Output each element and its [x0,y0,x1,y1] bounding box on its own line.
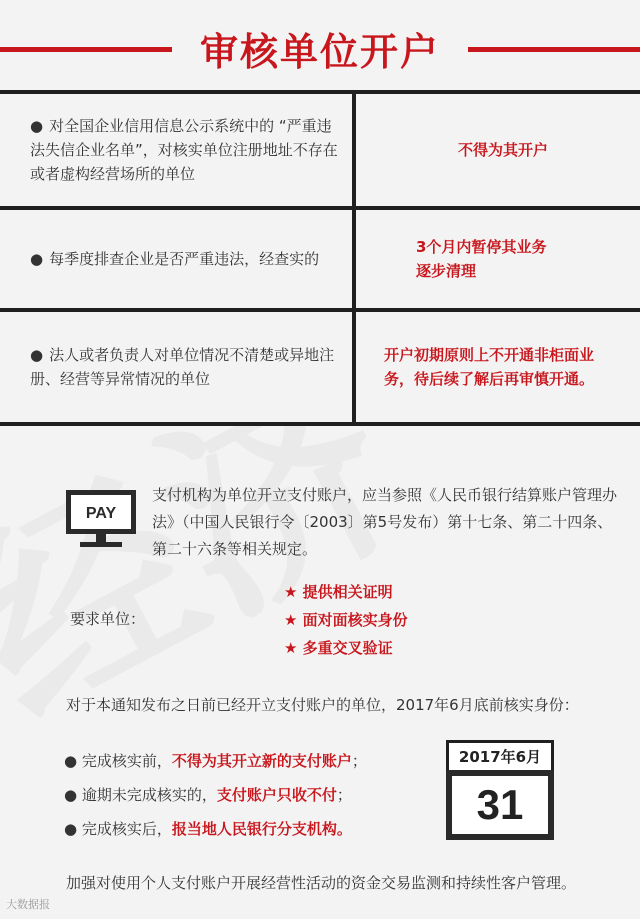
pay-section [0,478,640,558]
list-item [64,778,367,812]
bullet-icon: ● [64,786,82,804]
table-row [0,206,640,308]
action-text: 不得为其开户 [457,141,548,159]
list-item [64,744,367,778]
deadline-notice: 对于本通知发布之日前已经开立支付账户的单位，2017年6月底前核实身份： [66,696,579,714]
verification-list [64,744,367,846]
title-rule-right [468,47,640,52]
item-suffix: ； [351,752,367,770]
action-cell [356,312,640,422]
table-row [0,308,640,426]
calendar-body [446,770,554,840]
condition-cell [0,210,356,308]
list-item: ★ 面对面核实身份 [284,611,408,629]
condition-cell [0,312,356,422]
title-rule-left [0,47,172,52]
bullet-icon: ● [30,250,44,268]
pay-monitor-icon [64,488,138,550]
item-highlight: 支付账户只收不付 [216,786,337,804]
bullet-icon: ● [64,820,82,838]
action-text: 开户初期原则上不开通非柜面业务，待后续了解后再审慎开通。 [384,346,595,388]
page-title: 审核单位开户 [199,29,440,74]
pay-description: 支付机构为单位开立支付账户，应当参照《人民币银行结算账户管理办法》（中国人民银行令〔2003〕第5号发布）第十七条、第二十四条、第二十六条等相关规定。 [152,486,618,558]
list-item [64,812,367,846]
item-prefix: 完成核实前， [81,752,172,770]
item-suffix: ； [336,786,352,804]
title-banner [0,16,640,80]
list-item: ★ 多重交叉验证 [284,639,393,657]
requirements-label: 要求单位： [70,610,146,628]
condition-text: 法人或者负责人对单位情况不清楚或异地注册、经营等异常情况的单位 [30,346,335,388]
calendar-day: 31 [452,776,548,834]
action-cell [356,210,640,308]
requirements-list [284,578,408,662]
action-text: 3个月内暂停其业务逐步清理 [416,238,547,280]
list-item: ★ 提供相关证明 [284,583,393,601]
requirements-section [0,578,640,664]
item-prefix: 逾期未完成核实的， [81,786,217,804]
condition-cell [0,94,356,206]
action-cell [356,94,640,206]
calendar-month: 2017年6月 [446,740,554,770]
calendar-icon [446,740,554,840]
bullet-icon: ● [30,346,44,364]
condition-text: 对全国企业信用信息公示系统中的 “严重违法失信企业名单”，对核实单位注册地址不存在或者虚构经营场所的单位 [30,117,338,183]
bullet-icon: ● [30,117,44,135]
rules-table [0,90,640,426]
table-row [0,90,640,206]
item-highlight: 不得为其开立新的支付账户 [171,752,352,770]
condition-text: 每季度排查企业是否严重违法，经查实的 [49,250,320,268]
item-highlight: 报当地人民银行分支机构。 [171,820,352,838]
brand-logo: 大数据报 [6,898,50,911]
footer-text: 加强对使用个人支付账户开展经营性活动的资金交易监测和持续性客户管理。 [66,874,577,892]
bullet-icon: ● [64,752,82,770]
item-prefix: 完成核实后， [81,820,172,838]
pay-icon-label: PAY [85,505,117,522]
